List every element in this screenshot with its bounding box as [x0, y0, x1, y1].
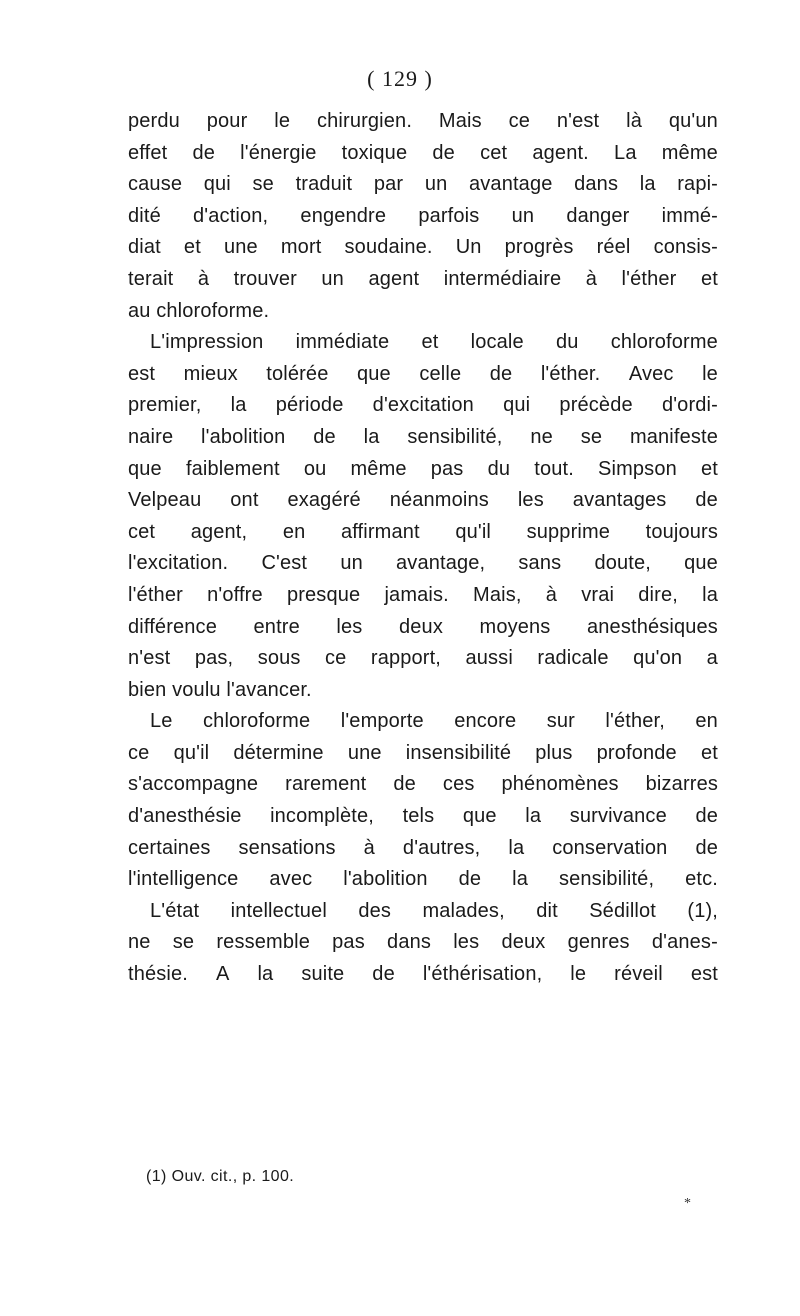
text-line: d'anesthésie incomplète, tels que la survivance de	[128, 805, 718, 828]
text-line: cause qui se traduit par un avantage dans la rapi-	[128, 173, 718, 196]
text-line: l'excitation. C'est un avantage, sans doute, que	[128, 552, 718, 575]
text-line: que faiblement ou même pas du tout. Simpson et	[128, 457, 718, 480]
text-line: ne se ressemble pas dans les deux genres d'anes-	[128, 931, 718, 954]
text-line: naire l'abolition de la sensibilité, ne se manifeste	[128, 425, 718, 448]
text-line: différence entre les deux moyens anesthésiques	[128, 615, 718, 638]
body-text	[128, 106, 718, 991]
text-line: certaines sensations à d'autres, la conservation de	[128, 836, 718, 859]
text-line: l'intelligence avec l'abolition de la sensibilité, etc.	[128, 868, 718, 891]
text-line: dité d'action, engendre parfois un danger immé-	[128, 204, 718, 227]
text-line: au chloroforme.	[128, 299, 270, 322]
text-line: L'impression immédiate et locale du chloroforme	[150, 331, 718, 354]
text-line: Velpeau ont exagéré néanmoins les avantages de	[128, 489, 718, 512]
text-line: thésie. A la suite de l'éthérisation, le réveil est	[128, 963, 718, 986]
text-line: effet de l'énergie toxique de cet agent. La même	[128, 141, 718, 164]
text-line: est mieux tolérée que celle de l'éther. Avec le	[128, 362, 718, 385]
page-number: ( 129 )	[367, 66, 433, 91]
text-line: L'état intellectuel des malades, dit Sédillot (1),	[150, 899, 718, 922]
text-line: ce qu'il détermine une insensibilité plus profonde et	[128, 741, 718, 764]
text-line: terait à trouver un agent intermédiaire à l'éther et	[128, 267, 718, 290]
text-line: cet agent, en affirmant qu'il supprime toujours	[128, 520, 718, 543]
text-line: l'éther n'offre presque jamais. Mais, à vrai dire, la	[128, 583, 718, 606]
text-line: diat et une mort soudaine. Un progrès réel consis-	[128, 236, 718, 259]
text-line: s'accompagne rarement de ces phénomènes bizarres	[128, 773, 718, 796]
text-line: n'est pas, sous ce rapport, aussi radicale qu'on a	[128, 647, 718, 670]
text-line: bien voulu l'avancer.	[128, 678, 312, 701]
asterisk-mark: *	[684, 1196, 691, 1211]
text-line: premier, la période d'excitation qui précède d'ordi-	[128, 394, 718, 417]
footnote: (1) Ouv. cit., p. 100.	[146, 1168, 295, 1185]
text-line: perdu pour le chirurgien. Mais ce n'est là qu'un	[128, 110, 718, 132]
text-line: Le chloroforme l'emporte encore sur l'éther, en	[150, 710, 718, 733]
